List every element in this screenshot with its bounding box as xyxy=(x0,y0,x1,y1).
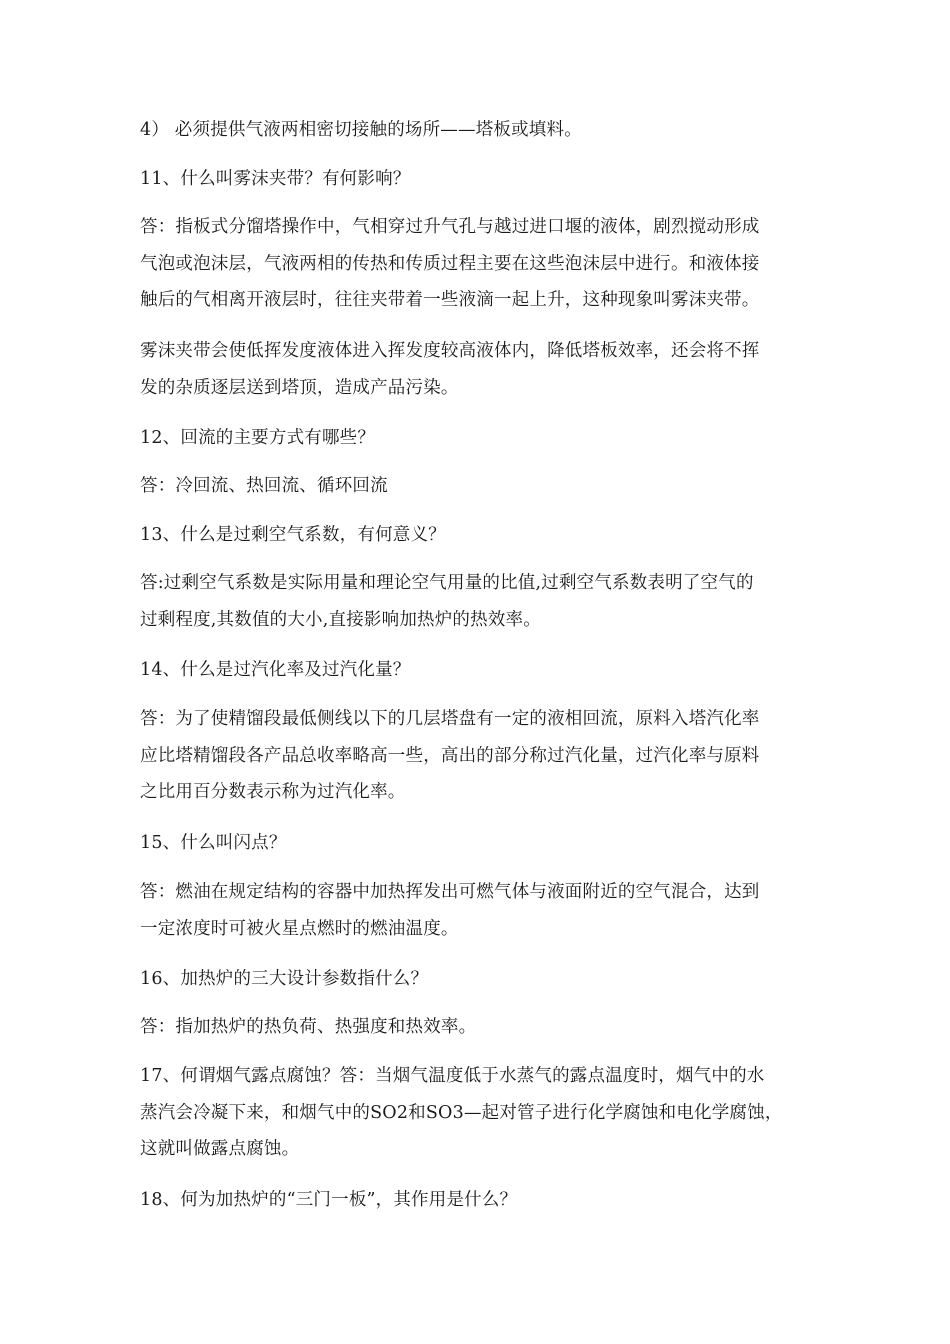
text-line: 17、何谓烟气露点腐蚀？答：当烟气温度低于水蒸气的露点温度时，烟气中的水 xyxy=(140,1066,765,1086)
text-line: 12、回流的主要方式有哪些？ xyxy=(140,428,376,448)
question-14 xyxy=(140,652,820,689)
paragraph-requirement-4 xyxy=(140,112,820,149)
text-line: 16、加热炉的三大设计参数指什么？ xyxy=(140,969,429,989)
text-line: 14、什么是过汽化率及过汽化量？ xyxy=(140,660,411,680)
text-line: 气泡或泡沫层，气液两相的传热和传质过程主要在这些泡沫层中进行。和液体接 xyxy=(140,253,760,274)
text-line: 这就叫做露点腐蚀。 xyxy=(140,1139,300,1159)
answer-14 xyxy=(140,701,820,811)
answer-12 xyxy=(140,468,820,505)
text-line: 触后的气相离开液层时，往往夹带着一些液滴一起上升，这种现象叫雾沫夹带。 xyxy=(140,290,760,310)
question-18 xyxy=(140,1182,820,1219)
question-15 xyxy=(140,825,820,862)
text-line: 18、何为加热炉的“三门一板”，其作用是什么？ xyxy=(140,1190,518,1210)
text-line: 答:过剩空气系数是实际用量和理论空气用量的比值,过剩空气系数表明了空气的 xyxy=(140,573,754,593)
question-answer-17 xyxy=(140,1058,820,1168)
answer-16 xyxy=(140,1009,820,1046)
text-line: 答：冷回流、热回流、循环回流 xyxy=(140,476,388,496)
answer-15 xyxy=(140,874,820,947)
text-line: 过剩程度,其数值的大小,直接影响加热炉的热效率。 xyxy=(140,609,541,630)
question-13 xyxy=(140,517,820,554)
text-line: 答：为了使精馏段最低侧线以下的几层塔盘有一定的液相回流，原料入塔汽化率 xyxy=(140,709,760,729)
text-line: 15、什么叫闪点？ xyxy=(140,833,287,853)
question-16 xyxy=(140,961,820,998)
answer-11-part-1 xyxy=(140,209,820,319)
text-line: 发的杂质逐层送到塔顶，造成产品污染。 xyxy=(140,377,459,398)
text-line: 11、什么叫雾沫夹带？有何影响？ xyxy=(140,169,411,189)
text-line: 应比塔精馏段各产品总收率略高一些，高出的部分称过汽化量，过汽化率与原料 xyxy=(140,745,760,766)
answer-11-part-2 xyxy=(140,333,820,406)
question-12 xyxy=(140,420,820,457)
text-line: 雾沫夹带会使低挥发度液体进入挥发度较高液体内，降低塔板效率，还会将不挥 xyxy=(140,341,760,361)
text-line: 之比用百分数表示称为过汽化率。 xyxy=(140,782,406,802)
question-11 xyxy=(140,161,820,198)
text-line: 答：指加热炉的热负荷、热强度和热效率。 xyxy=(140,1017,477,1037)
text-line: 13、什么是过剩空气系数，有何意义？ xyxy=(140,525,446,545)
text-line: 答：指板式分馏塔操作中，气相穿过升气孔与越过进口堰的液体，剧烈搅动形成 xyxy=(140,217,760,237)
text-line: 4） 必须提供气液两相密切接触的场所——塔板或填料。 xyxy=(140,120,582,140)
text-line: 一定浓度时可被火星点燃时的燃油温度。 xyxy=(140,918,459,939)
text-line: 答：燃油在规定结构的容器中加热挥发出可燃气体与液面附近的空气混合，达到 xyxy=(140,882,760,902)
answer-13 xyxy=(140,565,820,638)
text-line: 蒸汽会冷凝下来，和烟气中的SO2和SO3—起对管子进行化学腐蚀和电化学腐蚀， xyxy=(140,1102,783,1123)
